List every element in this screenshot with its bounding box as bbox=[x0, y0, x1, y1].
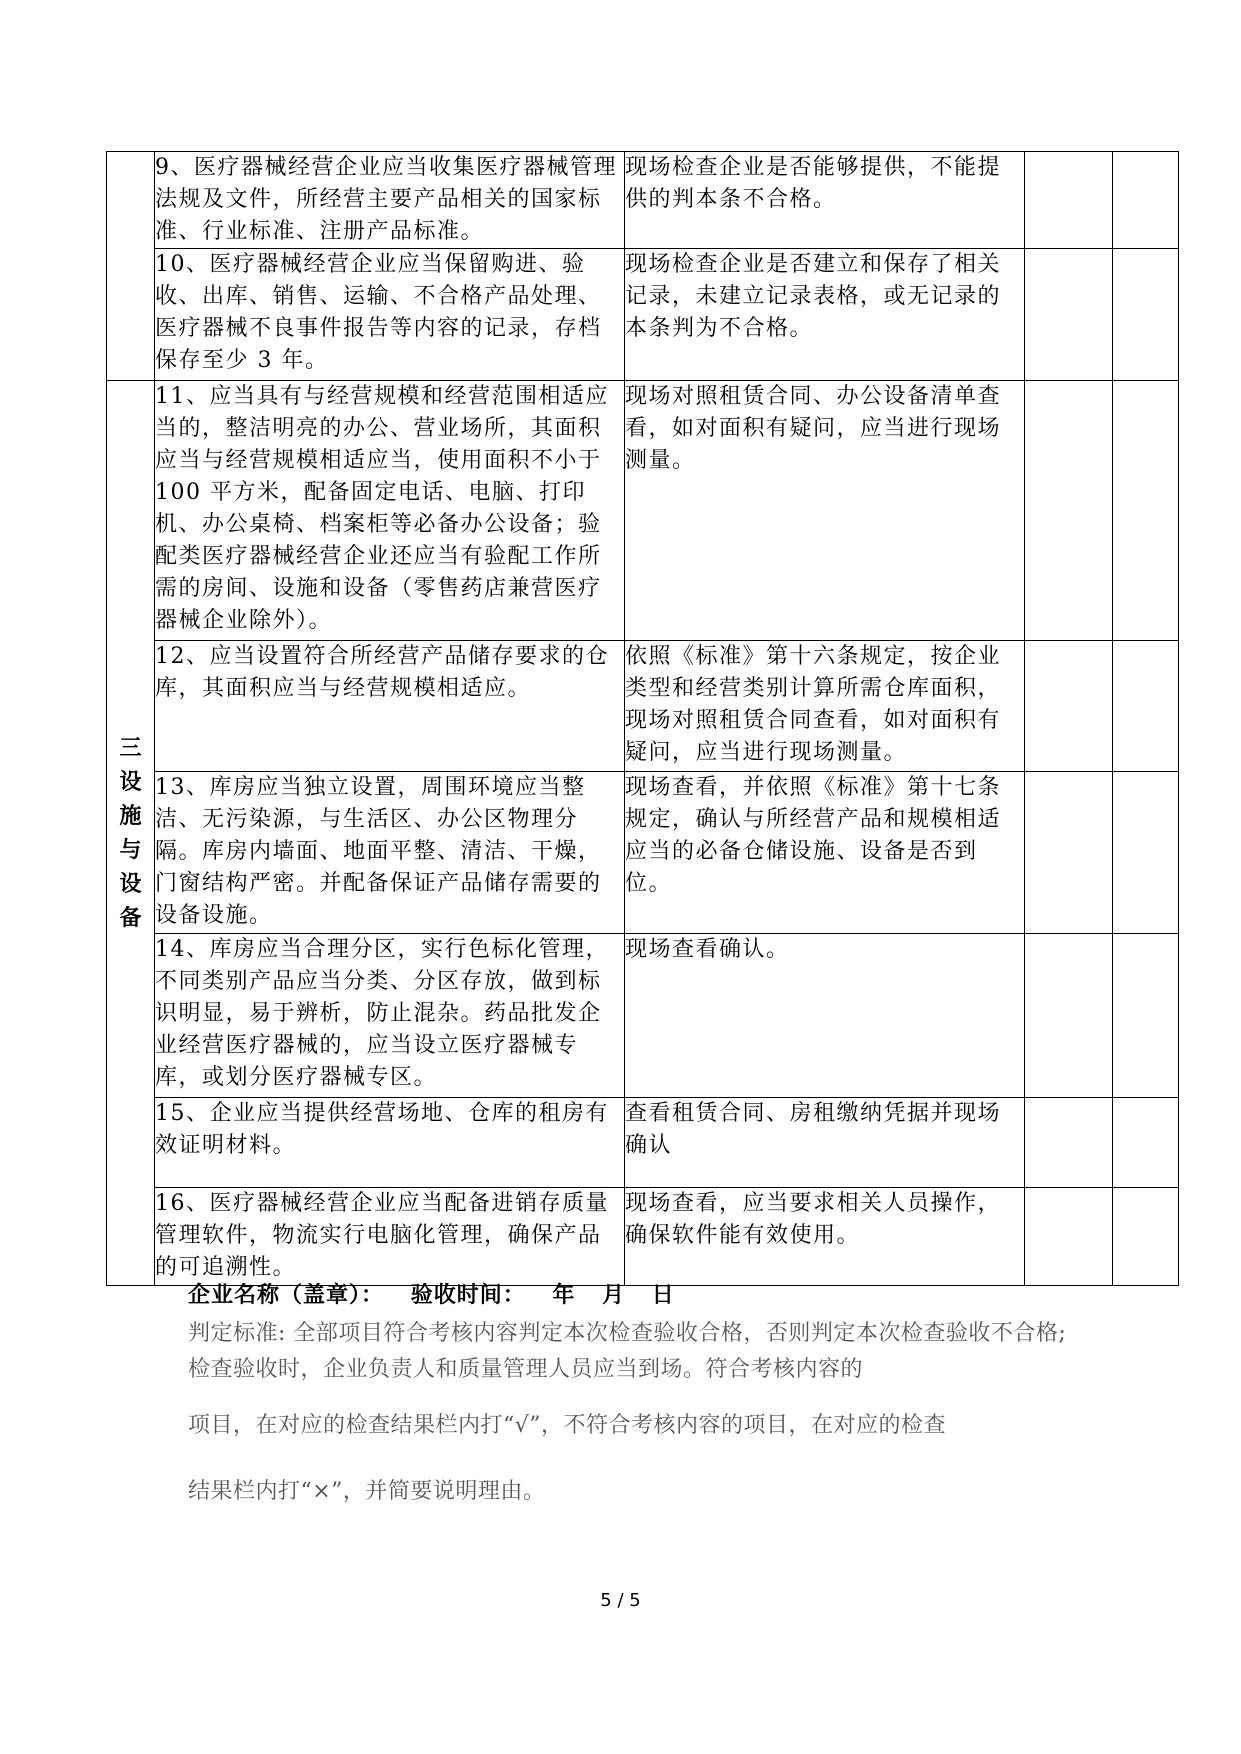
section-cell bbox=[107, 381, 155, 1286]
result-cell bbox=[1025, 934, 1113, 1098]
section-label: 三设施与设备 bbox=[119, 735, 142, 931]
result-cell bbox=[1025, 641, 1113, 772]
remark-cell bbox=[1113, 934, 1179, 1098]
table-row bbox=[107, 249, 1179, 381]
remark-cell bbox=[1113, 641, 1179, 772]
remark-cell bbox=[1113, 249, 1179, 381]
method-cell: 现场查看，应当要求相关人员操作，确保软件能有效使用。 bbox=[625, 1188, 1025, 1286]
method-cell: 现场查看，并依照《标准》第十七条规定，确认与所经营产品和规模相适应当的必备仓储设施、设备是否到位。 bbox=[625, 772, 1025, 934]
method-cell: 现场检查企业是否建立和保存了相关记录，未建立记录表格，或无记录的本条判为不合格。 bbox=[625, 249, 1025, 381]
method-cell: 现场查看确认。 bbox=[625, 934, 1025, 1098]
method-cell: 查看租赁合同、房租缴纳凭据并现场确认 bbox=[625, 1098, 1025, 1188]
remark-cell bbox=[1113, 1188, 1179, 1286]
table-row bbox=[107, 381, 1179, 641]
result-cell bbox=[1025, 1188, 1113, 1286]
table-row bbox=[107, 772, 1179, 934]
remark-cell bbox=[1113, 1098, 1179, 1188]
result-cell bbox=[1025, 1098, 1113, 1188]
item-cell: 9、医疗器械经营企业应当收集医疗器械管理法规及文件，所经营主要产品相关的国家标准、行业标准、注册产品标准。 bbox=[155, 152, 625, 249]
method-cell: 现场检查企业是否能够提供，不能提供的判本条不合格。 bbox=[625, 152, 1025, 249]
item-cell: 16、医疗器械经营企业应当配备进销存质量管理软件，物流实行电脑化管理，确保产品的可追溯性。 bbox=[155, 1188, 625, 1286]
item-cell: 14、库房应当合理分区，实行色标化管理，不同类别产品应当分类、分区存放，做到标识明显，易于辨析，防止混杂。药品批发企业经营医疗器械的，应当设立医疗器械专库，或划分医疗器械专区。 bbox=[155, 934, 625, 1098]
criteria-note-3: 结果栏内打“×”，并简要说明理由。 bbox=[188, 1479, 546, 1504]
result-cell bbox=[1025, 381, 1113, 641]
result-cell bbox=[1025, 772, 1113, 934]
remark-cell bbox=[1113, 381, 1179, 641]
remark-cell bbox=[1113, 772, 1179, 934]
inspection-table bbox=[106, 151, 1179, 1286]
day-label: 日 bbox=[651, 1282, 675, 1308]
criteria-note-1: 判定标准: 全部项目符合考核内容判定本次检查验收合格，否则判定本次检查验收不合格; 检查验收时，企业负责人和质量管理人员应当到场。符合考核内容的 bbox=[188, 1321, 1067, 1382]
page-number: 5 / 5 bbox=[600, 1590, 641, 1611]
signature-line bbox=[188, 1278, 1068, 1309]
criteria-note-2: 项目，在对应的检查结果栏内打“√”，不符合考核内容的项目，在对应的检查 bbox=[188, 1413, 947, 1438]
table-row bbox=[107, 641, 1179, 772]
year-label: 年 bbox=[552, 1282, 576, 1308]
table-row bbox=[107, 152, 1179, 249]
method-cell: 依照《标准》第十六条规定，按企业类型和经营类别计算所需仓库面积，现场对照租赁合同查看，如对面积有疑问，应当进行现场测量。 bbox=[625, 641, 1025, 772]
company-name-label: 企业名称（盖章）： bbox=[188, 1282, 385, 1308]
item-cell: 10、医疗器械经营企业应当保留购进、验收、出库、销售、运输、不合格产品处理、医疗器械不良事件报告等内容的记录，存档保存至少 3 年。 bbox=[155, 249, 625, 381]
section-cell-prev bbox=[107, 152, 155, 381]
acceptance-time-label: 验收时间： bbox=[410, 1282, 526, 1308]
method-cell: 现场对照租赁合同、办公设备清单查看，如对面积有疑问，应当进行现场测量。 bbox=[625, 381, 1025, 641]
month-label: 月 bbox=[602, 1282, 626, 1308]
result-cell bbox=[1025, 249, 1113, 381]
item-cell: 11、应当具有与经营规模和经营范围相适应当的，整洁明亮的办公、营业场所，其面积应当与经营规模相适应当，使用面积不小于 100 平方米，配备固定电话、电脑、打印机、办公桌椅、档案柜等必备办公设备；验配类医疗器械经营企业还应当有验配工作所需的房间、设施和设备（零售药店兼营医疗器械企业除外）。 bbox=[155, 381, 625, 641]
remark-cell bbox=[1113, 152, 1179, 249]
result-cell bbox=[1025, 152, 1113, 249]
table-row bbox=[107, 1188, 1179, 1286]
table-row bbox=[107, 1098, 1179, 1188]
item-cell: 13、库房应当独立设置，周围环境应当整洁、无污染源，与生活区、办公区物理分隔。库房内墙面、地面平整、清洁、干燥，门窗结构严密。并配备保证产品储存需要的设备设施。 bbox=[155, 772, 625, 934]
item-cell: 15、企业应当提供经营场地、仓库的租房有效证明材料。 bbox=[155, 1098, 625, 1188]
item-cell: 12、应当设置符合所经营产品储存要求的仓库，其面积应当与经营规模相适应。 bbox=[155, 641, 625, 772]
table-row bbox=[107, 934, 1179, 1098]
